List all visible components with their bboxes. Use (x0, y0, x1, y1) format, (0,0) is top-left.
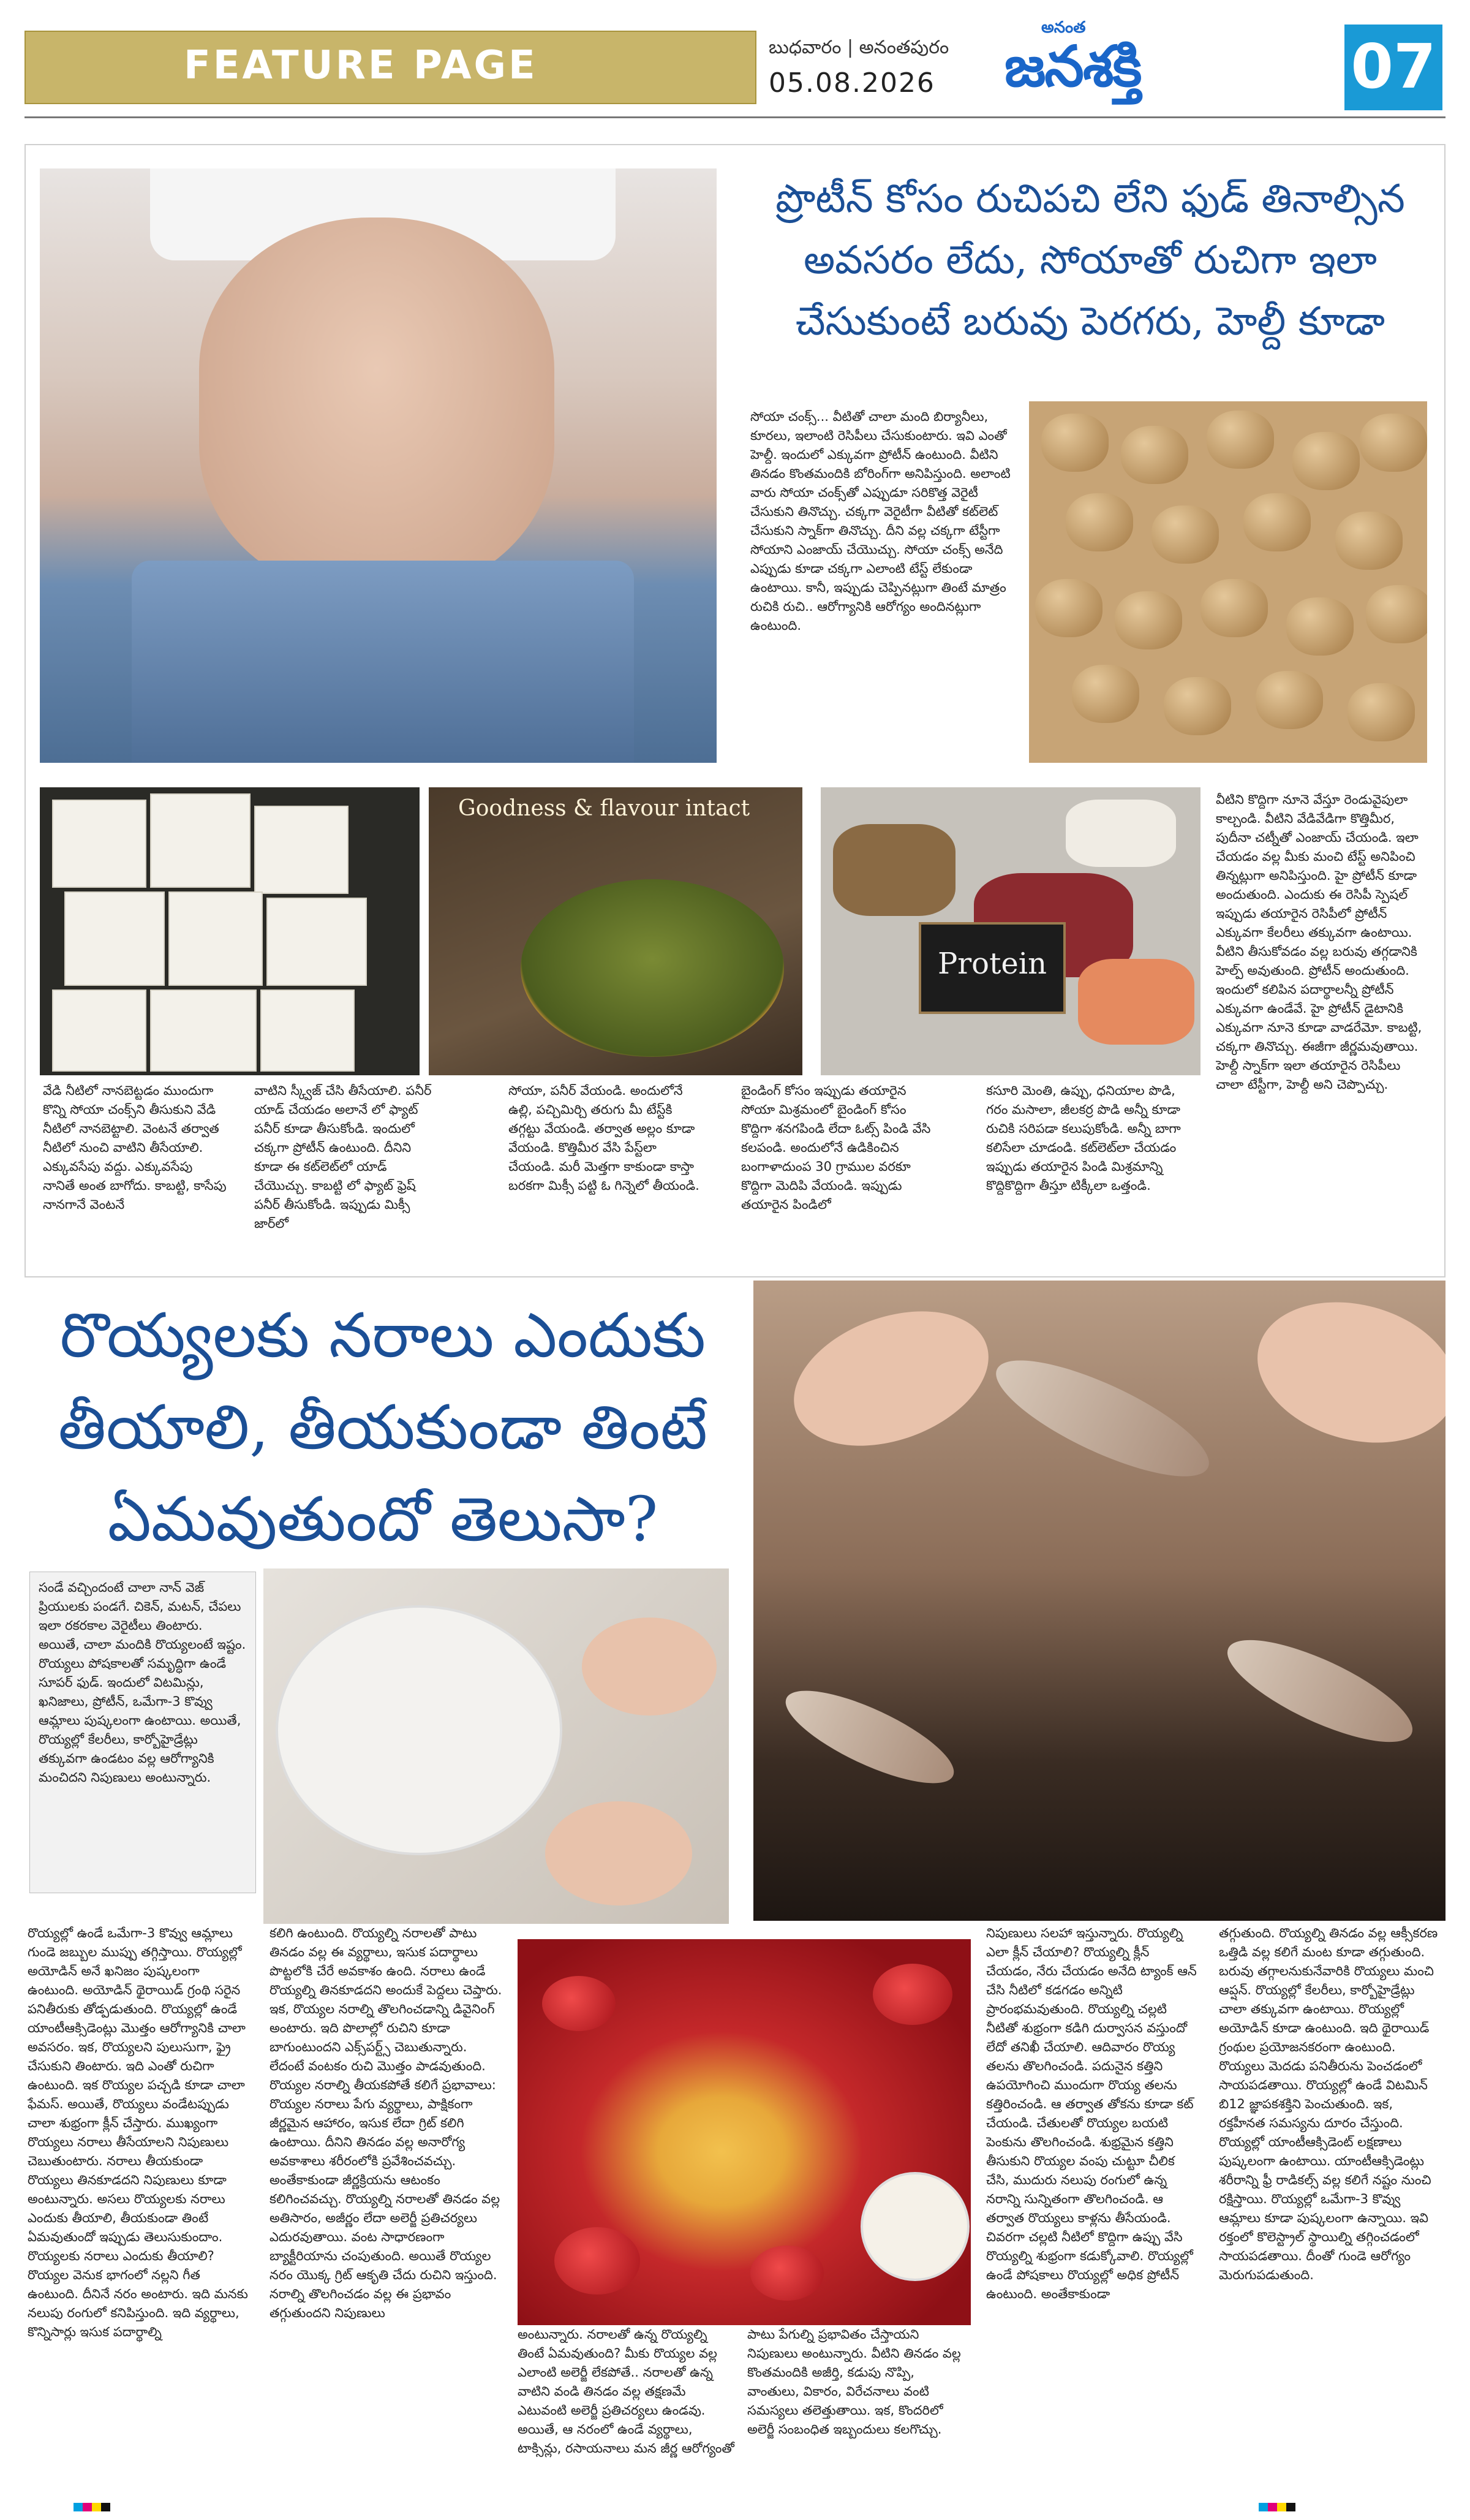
page-number: 07 (1351, 31, 1436, 102)
protein-board-text: Protein (937, 947, 1047, 981)
story2-col5: నిపుణులు సలహా ఇస్తున్నారు. రొయ్యల్ని ఎలా క్లీన్ చేయాలి? రొయ్యల్ని క్లీన్ చేయడం, నేరు చేయడం అనేది ట్యాంక్ ఆన్ చేసి నీటిలో కడగడం అన్నిటి ప్రారంభమవుతుంది. రొయ్యల్ని చల్లటి నీటితో శుభ్రంగా కడిగి దుర్వాసన వస్తుందో లేదో తనిఖీ చేయాలి. ఆదివారం రొయ్య తలను తొలగించండి. పదునైన కత్తిని ఉపయోగించి ముందుగా రొయ్య తలను కత్తిరించండి. ఆ తర్వాత తోకను కూడా కట్ చేయండి. చేతులతో రొయ్యల బయటి పెంకును తొలగించండి. శుభ్రమైన కత్తిని తీసుకుని రొయ్యల వంపు చుట్టూ చీలిక చేసి, ముదురు నలుపు రంగులో ఉన్న నరాన్ని సున్నితంగా తొలగించండి. ఆ తర్వాత రొయ్యలు కాళ్లను తీసేయండి. చివరగా చల్లటి నీటిలో కొద్దిగా ఉప్పు వేసి రొయ్యల్ని శుభ్రంగా కడుక్కోవాలి. రొయ్యల్లో ఉండే పోషకాలు రొయ్యల్లో అధిక ప్రోటీన్ ఉంటుంది. అంతేకాకుండా (986, 1926, 1197, 2301)
color-registration-mark (74, 2503, 110, 2511)
header-rule (24, 116, 1446, 118)
newspaper-logo: జనశక్తి (1005, 34, 1141, 99)
story1-col5: కసూరి మెంతి, ఉప్పు, ధనియాల పొడి, గరం మసాలా, జీలకర్ర పొడి అన్నీ కూడా రుచికి సరిపడా కలుపుకోండి. అన్నీ బాగా కలిసేలా చూడండి. కట్‌లెట్‌లా చేయడం ఇప్పుడు తయారైన పిండి మిశ్రమాన్ని కొద్దికొద్దిగా తీస్తూ టిక్కీలా ఒత్తండి. (986, 1083, 1181, 1193)
color-registration-mark (1259, 2503, 1295, 2511)
story1-col3: సోయా, పనీర్ వేయండి. అందులోనే ఉల్లి, పచ్చిమిర్చి తరుగు మీ టేస్ట్‌కి తగ్గట్టు వేయండి. తర్వాత అల్లం కూడా వేయండి. కొత్తిమీర వేసి పేస్ట్‌లా చేయండి. మరీ మెత్తగా కాకుండా కాస్తా బరకగా మిక్సీ పట్టి ఓ గిన్నెలో తీయండి. (508, 1083, 699, 1193)
artery-plaque-illustration (518, 1939, 971, 2325)
logo-tagline: అనంత (1041, 18, 1086, 37)
shrimp-plate-photo (263, 1568, 729, 1924)
image-caption: Goodness & flavour intact (458, 796, 750, 821)
day-place: బుధవారం | అనంతపురం (769, 37, 949, 58)
story1-col6: వీటిని కొద్దిగా నూనె వేస్తూ రెండువైపులా కాల్చండి. వీటిని వేడివేడిగా కొత్తిమీర, పుదీనా చట్నీతో ఎంజాయ్ చేయండి. ఇలా చేయడం వల్ల మీకు మంచి టేస్ట్ అనిపించి తిన్నట్లుగా అనిపిస్తుంది. హై ప్రోటీన్ కూడా అందుతుంది. ఎందుకు ఈ రెసిపీ స్పెషల్ ఇప్పుడు తయారైన రెసిపీలో ప్రోటీన్ ఎక్కువగా కేలరీలు తక్కువగా ఉంటాయి. వీటిని తీసుకోవడం వల్ల బరువు తగ్గడానికి హెల్ప్ అవుతుంది. ప్రోటీన్ అందుతుంది. ఇందులో కలిపిన పదార్థాలన్నీ ప్రోటీన్ ఎక్కువగా ఉండేవే. హై ప్రోటీన్ డైటానికి ఎక్కువగా నూనె కూడా వాడరేమో. కాబట్టి, చక్కగా తినొచ్చు. ఈజీగా జీర్ణమవుతాయి. హెల్దీ స్నాక్‌గా ఇలా తయారైన రెసిపీలు చాలా టేస్టీగా, హెల్దీ అని చెప్పొచ్చు. (1216, 792, 1422, 1092)
shrimp-cleaning-photo (753, 1281, 1446, 1921)
paneer-photo (40, 787, 420, 1075)
story2-col6: తగ్గుతుంది. రొయ్యల్ని తినడం వల్ల ఆక్సీకరణ ఒత్తిడి వల్ల కలిగే మంట కూడా తగ్గుతుంది. బరువు తగ్గాలనుకునేవారికి రొయ్యలు మంచి ఆప్షన్. రొయ్యల్లో కేలరీలు, కార్బోహైడ్రేట్లు చాలా తక్కువగా ఉంటాయి. రొయ్యల్లో అయోడిన్ కూడా ఉంటుంది. ఇది థైరాయిడ్ గ్రంథుల ప్రయోజనకరంగా ఉంటుంది. రొయ్యలు మెదడు పనితీరును పెంచడంలో సాయపడతాయి. రొయ్యల్లో ఉండే విటమిన్ బి12 జ్ఞాపకశక్తిని పెంచుతుంది. ఇక, రక్తహీనత సమస్యను దూరం చేస్తుంది. రొయ్యల్లో యాంటీఆక్సిడెంట్ లక్షణాలు పుష్కలంగా ఉంటాయి. యాంటీఆక్సిడెంట్లు శరీరాన్ని ఫ్రీ రాడికల్స్ వల్ల కలిగే నష్టం నుంచి రక్షిస్తాయి. రొయ్యల్లో ఒమేగా-3 కొవ్వు ఆమ్లాలు కూడా పుష్కలంగా ఉన్నాయి. ఇవి రక్తంలో కొలెస్ట్రాల్ స్థాయిల్ని తగ్గించడంలో సాయపడతాయి. దీంతో గుండె ఆరోగ్యం మెరుగుపడుతుంది. (1219, 1926, 1438, 2282)
story2-col1: రొయ్యల్లో ఉండే ఒమేగా-3 కొవ్వు ఆమ్లాలు గుండె జబ్బుల ముప్పు తగ్గిస్తాయి. రొయ్యల్లో అయోడిన్ అనే ఖనిజం పుష్కలంగా ఉంటుంది. అయోడిన్ థైరాయిడ్ గ్రంథి సరైన పనితీరుకు తోడ్పడుతుంది. రొయ్యల్లో ఉండే యాంటీఆక్సిడెంట్లు మొత్తం ఆరోగ్యానికి చాలా అవసరం. ఇక, రొయ్యలని పులుసుగా, ఫ్రై చేసుకుని తింటారు. ఇది ఎంతో రుచిగా ఉంటుంది. ఇక రొయ్యల పచ్చడి కూడా చాలా ఫేమస్. అయితే, రొయ్యలు వండేటప్పుడు చాలా శుభ్రంగా క్లీన్ చేస్తారు. ముఖ్యంగా రొయ్యలు నరాలు తీసేయాలని నిపుణులు చెబుతుంటారు. నరాలు తీయకుండా రొయ్యలు తినకూడదని నిపుణులు కూడా అంటున్నారు. అసలు రొయ్యలకు నరాలు ఎందుకు తీయాలి, తీయకుండా తింటే ఏమవుతుందో ఇప్పుడు తెలుసుకుందాం. రొయ్యలకు నరాలు ఎందుకు తీయాలి? రొయ్యల వెనుక భాగంలో నల్లని గీత ఉంటుంది. దీనినే నరం అంటారు. ఇది మనకు నలుపు రంగులో కనిపిస్తుంది. ఇది వ్యర్థాలు, కొన్నిసార్లు ఇసుక పదార్థాల్ని (28, 1926, 248, 2339)
story1-col2: వాటిని స్క్వీజ్ చేసి తీసేయాలి. పనీర్ యాడ్ చేయడం అలానే లో ఫ్యాట్ పనీర్ కూడా తీసుకోండి. ఇందులో చక్కగా ప్రోటీన్ ఉంటుంది. దీనిని కూడా ఈ కట్‌లెట్‌లో యాడ్ చేయొచ్చు. కాబట్టి లో ఫ్యాట్ ఫ్రెష్ పనీర్ తీసుకోండి. ఇప్పుడు మిక్సీ జార్‌లో (254, 1083, 432, 1231)
story1-col4: బైండింగ్ కోసం ఇప్పుడు తయారైన సోయా మిశ్రమంలో బైండింగ్ కోసం కొద్దిగా శనగపిండి లేదా ఓట్స్ పిండి వేసి కలపండి. అందులోనే ఉడికించిన బంగాళాదుంప 30 గ్రాముల వరకూ కొద్దిగా మెదిపి వేయండి. ఇప్పుడు తయారైన పిండిలో (741, 1083, 931, 1212)
kasuri-methi-photo (429, 787, 802, 1075)
soya-chunks-photo (1029, 401, 1427, 763)
edition-date: 05.08.2026 (769, 67, 935, 99)
story2-col4: పాటు పేగుల్ని ప్రభావితం చేస్తాయని నిపుణులు అంటున్నారు. వీటిని తినడం వల్ల కొంతమందికి అజీర్తి, కడుపు నొప్పి, వాంతులు, వికారం, విరేచనాలు వంటి సమస్యలు తలెత్తుతాయి. ఇక, కొందరిలో అలెర్జీ సంబంధిత ఇబ్బందులు కలగొచ్చు. (747, 2327, 961, 2437)
story2-headline: రొయ్యలకు నరాలు ఎందుకు తీయాలి, తీయకుండా తింటే ఏమవుతుందో తెలుసా? (58, 1300, 707, 1555)
story2-col3: అంటున్నారు. నరాలతో ఉన్న రొయ్యల్ని తింటే ఏమవుతుంది? మీకు రొయ్యల వల్ల ఎలాంటి అలెర్జీ లేకపోతే.. నరాలతో ఉన్న వాటిని వండి తినడం వల్ల తక్షణమే ఎటువంటి అలెర్జీ ప్రతిచర్యలు ఉండవు. అయితే, ఆ నరంలో ఉండే వ్యర్థాలు, టాక్సిన్లు, రసాయనాలు మన జీర్ణ ఆరోగ్యంతో (518, 2327, 734, 2456)
section-label: FEATURE PAGE (184, 43, 538, 88)
story1-intro: సోయా చంక్స్... వీటితో చాలా మంది బిర్యానీలు, కూరలు, ఇలాంటి రెసిపీలు చేసుకుంటారు. ఇవి ఎంతో హెల్దీ. ఇందులో ఎక్కువగా ప్రోటీన్ ఉంటుంది. వీటిని తినడం కొంతమందికి బోరింగ్‌గా అనిపిస్తుంది. అలాంటి వారు సోయా చంక్స్‌తో ఎప్పుడూ సరికొత్త వెరైటీ చేసుకుని తినొచ్చు. చక్కగా వెరైటీగా వీటితో కట్‌లెట్ చేసుకుని స్నాక్‌గా తినొచ్చు. దీని వల్ల చక్కగా టేస్టీగా సోయాని ఎంజాయ్ చేయొచ్చు. సోయా చంక్స్ అనేది ఎప్పుడు కూడా చక్కగా ఎలాంటి టేస్ట్ లేకుండా ఉంటాయి. కానీ, ఇప్పుడు చెప్పినట్లుగా తింటే మాత్రం రుచికి రుచి.. ఆరోగ్యానికి ఆరోగ్యం అందినట్లుగా ఉంటుంది. (750, 409, 1011, 633)
story1-headline: ప్రొటీన్ కోసం రుచిపచి లేని ఫుడ్ తినాల్సిన అవసరం లేదు, సోయాతో రుచిగా ఇలా చేసుకుంటే బరువు పెరగరు, హెల్దీ కూడా (775, 176, 1405, 344)
story1-col1: వేడి నీటిలో నానబెట్టడం ముందుగా కొన్ని సోయా చంక్స్‌ని తీసుకుని వేడి నీటిలో నానబెట్టాలి. వెంటనే తర్వాత నీటిలో నుంచి వాటిని తీసేయాలి. ఎక్కువసేపు వద్దు. ఎక్కువసేపు నానితే అంత బాగోదు. కాబట్టి, కాసేపు నానగానే వెంటనే (43, 1083, 227, 1212)
belly-photo (40, 168, 717, 763)
story2-intro: సండే వచ్చిందంటే చాలా నాన్ వెజ్ ప్రియులకు పండగే. చికెన్, మటన్, చేపలు ఇలా రకరకాల వెరైటీలు తింటారు. అయితే, చాలా మందికి రొయ్యలంటే ఇష్టం. రొయ్యలు పోషకాలతో సమృద్ధిగా ఉండే సూపర్ ఫుడ్. ఇందులో విటమిన్లు, ఖనిజాలు, ప్రోటీన్, ఒమేగా-3 కొవ్వు ఆమ్లాలు పుష్కలంగా ఉంటాయి. అయితే, రొయ్యల్లో కేలరీలు, కార్బోహైడ్రేట్లు తక్కువగా ఉండటం వల్ల ఆరోగ్యానికి మంచిదని నిపుణులు అంటున్నారు. (29, 1572, 256, 1893)
story2-col2: కలిగి ఉంటుంది. రొయ్యల్ని నరాలతో పాటు తినడం వల్ల ఈ వ్యర్థాలు, ఇసుక పదార్థాలు పొట్టలోకి చేరే అవకాశం ఉంది. నరాలు ఉండే రొయ్యల్ని తినకూడదని అందుకే పెద్దలు చెప్తారు. ఇక, రొయ్యల నరాల్ని తొలగించడాన్ని డివైనింగ్ అంటారు. ఇది పొలాల్లో రుచిని కూడా బాగుంటుందని ఎక్స్‌పర్ట్స్ చెబుతున్నారు. లేదంటే వంటకం రుచి మొత్తం పాడవుతుంది. రొయ్యల నరాల్ని తీయకపోతే కలిగే ప్రభావాలు: రొయ్యల నరాలు పేగు వ్యర్థాలు, పాక్షికంగా జీర్ణమైన ఆహారం, ఇసుక లేదా గ్రిట్ కలిగి ఉంటాయి. దీనిని తినడం వల్ల అనారోగ్య అవకాశాలు శరీరంలోకి ప్రవేశించవచ్చు. అంతేకాకుండా జీర్ణక్రియను ఆటంకం కలిగించవచ్చు. రొయ్యల్ని నరాలతో తినడం వల్ల అతిసారం, అజీర్ణం లేదా అలెర్జీ ప్రతిచర్యలు ఎదురవుతాయి. వంట సాధారణంగా బ్యాక్టీరియాను చంపుతుంది. అయితే రొయ్యల నరం యొక్క గ్రిట్ ఆకృతి చేదు రుచిని ఇస్తుంది. నరాల్ని తొలగించడం వల్ల ఈ ప్రభావం తగ్గుతుందని నిపుణులు (270, 1926, 502, 2320)
